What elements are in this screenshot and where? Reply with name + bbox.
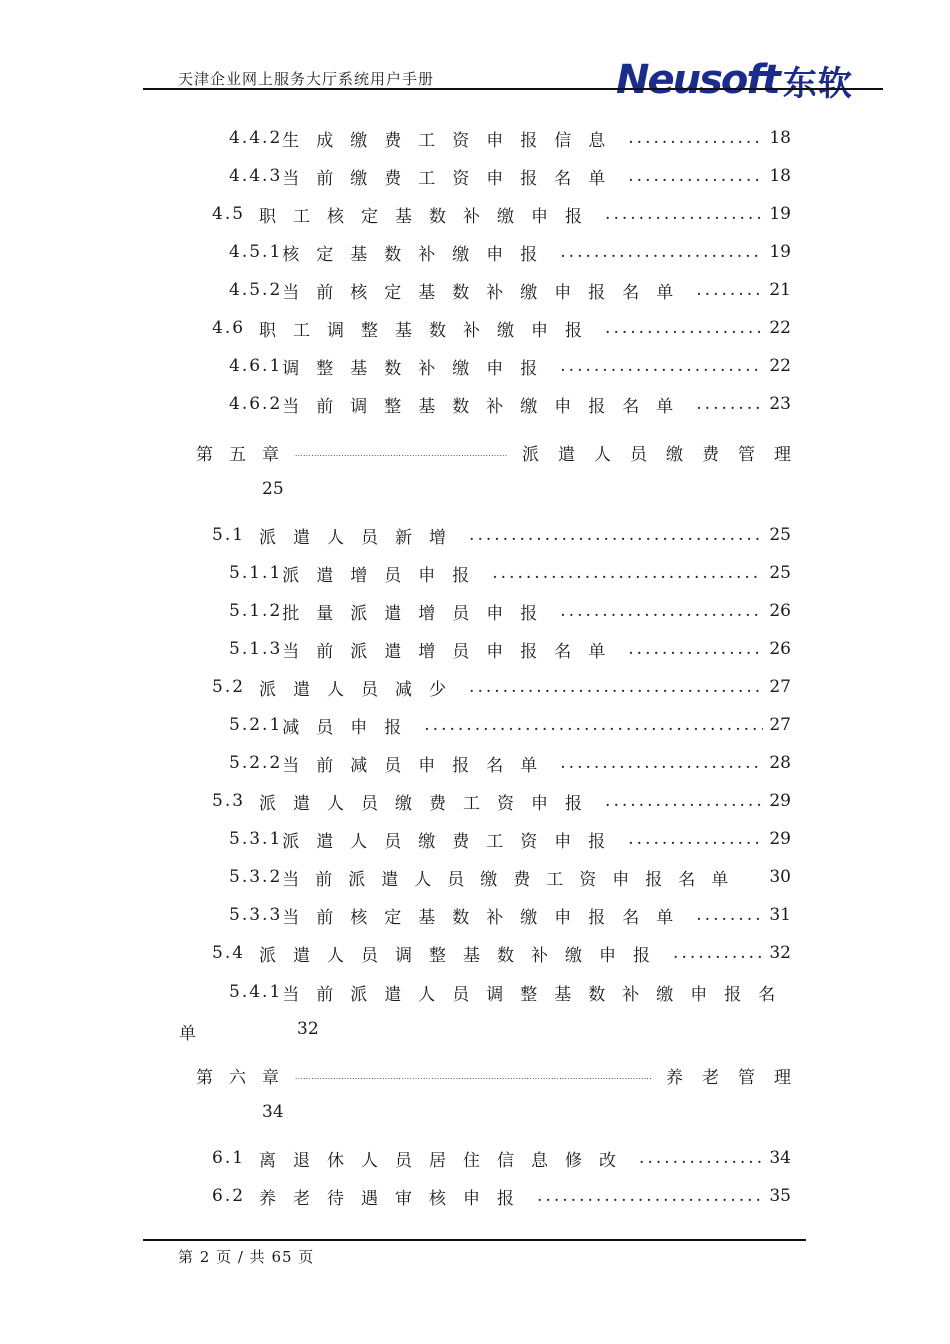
- leader-dots: [696, 394, 763, 414]
- leader-dots: [295, 450, 508, 464]
- toc-entry-5-3[interactable]: 5.3 派遣人员缴费工资申报 ..... 29: [212, 789, 791, 813]
- leader-dots: [605, 318, 763, 338]
- leader-dots: [469, 677, 763, 697]
- toc-entry-4-6[interactable]: 4.6 职工调整基数补缴申报 ..... 22: [212, 316, 791, 340]
- leader-dots: [424, 715, 763, 735]
- toc-entry-6-2[interactable]: 6.2 养老待遇审核申报 ..... 35: [212, 1184, 791, 1208]
- toc-entry-5-4-1-page: 32: [297, 1019, 319, 1039]
- leader-dots: [560, 753, 763, 773]
- toc-entry-5-2[interactable]: 5.2 派遣人员减少 ..... 27: [212, 675, 791, 699]
- toc-chapter-5-page: 25: [262, 479, 284, 499]
- header-title: 天津企业网上服务大厅系统用户手册: [178, 70, 435, 88]
- toc-chapter-6[interactable]: 第六章 ..... 养老管理: [196, 1063, 791, 1087]
- toc-entry-5-2-1[interactable]: 5.2.1 减员申报 ..... 27: [229, 713, 791, 737]
- toc-entry-5-3-3[interactable]: 5.3.3 当前核定基数补缴申报名单 ..... 31: [229, 903, 791, 927]
- toc-chapter-6-page: 34: [262, 1102, 284, 1122]
- leader-dots: [673, 943, 763, 963]
- leader-dots: [560, 601, 763, 621]
- toc-entry-5-3-1[interactable]: 5.3.1 派遣人员缴费工资申报 ..... 29: [229, 827, 791, 851]
- logo-brand: Neusoft: [616, 57, 779, 103]
- toc-entry-5-4[interactable]: 5.4 派遣人员调整基数补缴申报 ..... 32: [212, 941, 791, 965]
- toc-entry-5-2-2[interactable]: 5.2.2 当前减员申报名单 ..... 28: [229, 751, 791, 775]
- toc-entry-4-5[interactable]: 4.5 职工核定基数补缴申报 ..... 19: [212, 202, 791, 226]
- footer-rule: [143, 1239, 806, 1241]
- leader-dots: [639, 1148, 763, 1168]
- toc-entry-4-6-1[interactable]: 4.6.1 调整基数补缴申报 ..... 22: [229, 354, 791, 378]
- toc-entry-5-1-2[interactable]: 5.1.2 批量派遣增员申报 ..... 26: [229, 599, 791, 623]
- logo-chinese: 东软: [782, 63, 853, 104]
- toc-chapter-5[interactable]: 第五章 ..... 派遣人员缴费管理: [196, 440, 791, 464]
- toc-entry-6-1[interactable]: 6.1 离退休人员居住信息修改 ..... 34: [212, 1146, 791, 1170]
- toc-entry-4-4-2[interactable]: 4.4.2 生成缴费工资申报信息 ..... 18: [229, 126, 791, 150]
- leader-dots: [560, 242, 763, 262]
- leader-dots: [605, 791, 763, 811]
- toc-entry-5-1-3[interactable]: 5.1.3 当前派遣增员申报名单 ..... 26: [229, 637, 791, 661]
- leader-dots: [492, 563, 763, 583]
- leader-dots: [628, 128, 763, 148]
- toc-entry-5-1-1[interactable]: 5.1.1 派遣增员申报 ..... 25: [229, 561, 791, 585]
- leader-dots: [696, 905, 763, 925]
- leader-dots: [628, 166, 763, 186]
- toc-entry-4-6-2[interactable]: 4.6.2 当前调整基数补缴申报名单 ..... 23: [229, 392, 791, 416]
- toc-entry-4-5-1[interactable]: 4.5.1 核定基数补缴申报 ..... 19: [229, 240, 791, 264]
- leader-dots: [628, 829, 763, 849]
- leader-dots: [628, 639, 763, 659]
- leader-dots: [295, 1073, 652, 1087]
- toc-entry-5-1[interactable]: 5.1 派遣人员新增 ..... 25: [212, 523, 791, 547]
- page-footer: 第 2 页 / 共 65 页: [178, 1248, 315, 1266]
- toc-entry-5-4-1[interactable]: 5.4.1 当前派遣人员调整基数补缴申报名: [229, 982, 793, 1005]
- toc-entry-5-3-2[interactable]: 5.3.2 当前派遣人员缴费工资申报名单 30: [229, 867, 791, 890]
- toc-entry-4-5-2[interactable]: 4.5.2 当前核定基数补缴申报名单 ..... 21: [229, 278, 791, 302]
- leader-dots: [605, 204, 763, 224]
- leader-dots: [560, 356, 763, 376]
- leader-dots: [469, 525, 763, 545]
- toc-entry-4-4-3[interactable]: 4.4.3 当前缴费工资申报名单 ..... 18: [229, 164, 791, 188]
- leader-dots: [696, 280, 763, 300]
- toc-entry-5-4-1-tail: 单: [179, 1024, 196, 1044]
- leader-dots: [537, 1186, 763, 1206]
